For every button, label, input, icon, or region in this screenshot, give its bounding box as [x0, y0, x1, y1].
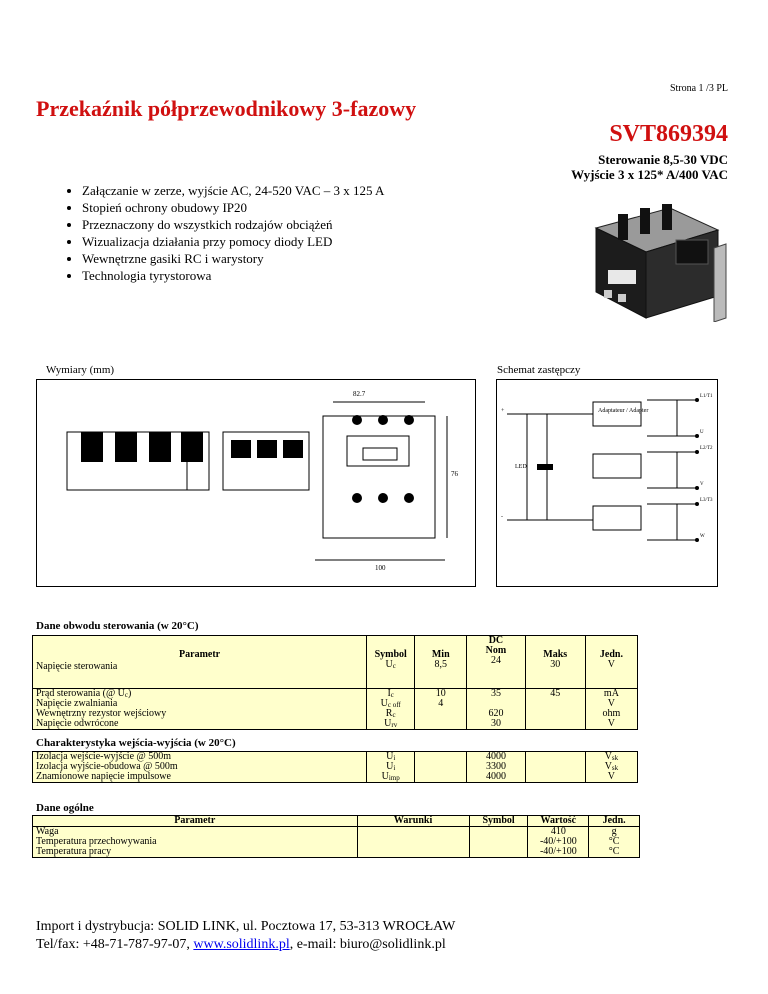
max-cell: 45 — [550, 688, 561, 699]
general-table — [32, 815, 640, 858]
unit-cell: V — [607, 718, 616, 729]
product-subtitle — [571, 152, 728, 182]
footer-contact — [36, 936, 455, 954]
output-spec: Wyjście 3 x 125* A/400 VAC — [571, 167, 728, 182]
terminal-label: W — [700, 534, 705, 539]
feature-item: • Wewnętrzne gasiki RC i warystory — [82, 250, 384, 267]
symbol-cell: $U_i$ — [386, 761, 396, 772]
max-cell-group — [525, 752, 585, 783]
nom-cell: 4000 — [485, 751, 506, 762]
max-column — [525, 636, 585, 689]
param-cell: Napięcie zwalniania — [36, 698, 118, 709]
control-voltage-spec: Sterowanie 8,5-30 VDC — [598, 152, 728, 167]
table-header-row — [33, 636, 638, 689]
footer-address: Import i dystrybucja: SOLID LINK, ul. Pocztowa 17, 53-313 WROCŁAW — [36, 919, 456, 934]
dim-label: 76 — [451, 470, 458, 478]
symbol-cell-group — [469, 827, 528, 858]
param-cell: Temperatura pracy — [36, 846, 112, 857]
symbol-cell: $R_c$ — [385, 708, 396, 719]
value-header: Wartość — [528, 816, 589, 827]
schematic-caption: Schemat zastępczy — [497, 364, 581, 376]
nom-cell: 24 — [490, 655, 501, 666]
nom-header: Nom — [485, 645, 507, 656]
unit-cell: °C — [608, 836, 620, 847]
symbol-cell: $U_i$ — [386, 751, 396, 762]
param-cell: Napięcie odwrócone — [36, 718, 119, 729]
conditions-header: Warunki — [357, 816, 469, 827]
nom-column — [467, 636, 525, 689]
unit-cell: V — [607, 771, 616, 782]
feature-item: • Wizualizacja działania przy pomocy diody LED — [82, 233, 384, 250]
param-cell: Wewnętrzny rezystor wejściowy — [36, 708, 167, 719]
product-code: SVT869394 — [609, 121, 728, 147]
unit-cell: $V_{sk}$ — [604, 751, 619, 762]
value-cell: -40/+100 — [539, 846, 577, 857]
unit-cell: mA — [603, 688, 619, 699]
feature-item: • Przeznaczony do wszystkich rodzajów obciążeń — [82, 216, 384, 233]
terminal-label: L1/T1 — [700, 394, 713, 399]
unit-cell: $V_{sk}$ — [604, 761, 619, 772]
min-header: Min — [431, 649, 450, 660]
symbol-header: Symbol — [374, 649, 407, 660]
unit-cell: g — [611, 826, 617, 837]
min-cell: 4 — [438, 698, 444, 709]
unit-cell-group — [589, 827, 640, 858]
input-minus-label: - — [501, 514, 503, 520]
product-photo — [578, 200, 728, 322]
symbol-column — [367, 636, 415, 689]
value-cell: 410 — [550, 826, 566, 837]
symbol-cell: $I_c$ — [387, 688, 394, 699]
io-section-title: Charakterystyka wejścia-wyjścia (w 20°C) — [36, 737, 236, 749]
param-cell: Izolacja wyjście-obudowa @ 500m — [36, 761, 178, 772]
symbol-cell: $U_{rv}$ — [384, 718, 398, 729]
value-cell: -40/+100 — [539, 836, 577, 847]
unit-cell: ohm — [602, 708, 621, 719]
table-row — [33, 827, 640, 858]
led-label: LED — [515, 464, 527, 470]
website-link[interactable]: www.solidlink.pl — [193, 937, 290, 952]
symbol-cell-group — [367, 689, 415, 730]
footer-email: , e-mail: biuro@solidlink.pl — [289, 937, 446, 952]
page-number: Strona 1 /3 PL — [669, 83, 728, 94]
min-cell: 10 — [435, 688, 446, 699]
param-cell: Znamionowe napięcie impulsowe — [36, 771, 171, 782]
min-cell-group — [415, 752, 467, 783]
param-cell: Waga — [36, 826, 59, 837]
feature-list — [56, 182, 384, 284]
adapter-label: Adaptateur / Adapter — [598, 408, 649, 414]
conditions-cell-group — [357, 827, 469, 858]
unit-column — [585, 636, 637, 689]
table-row — [33, 752, 638, 783]
unit-cell: V — [607, 698, 616, 709]
param-header: Parametr — [33, 816, 358, 827]
min-column — [415, 636, 467, 689]
nom-cell: 4000 — [485, 771, 506, 782]
unit-cell-group — [585, 752, 637, 783]
unit-header: Jedn. — [589, 816, 640, 827]
param-cell: Prąd sterowania (@ $U_c$) — [36, 688, 132, 699]
param-cell-group — [33, 827, 358, 858]
symbol-cell: $U_c$ — [385, 659, 396, 670]
dc-header: DC — [488, 635, 504, 646]
value-cell-group — [528, 827, 589, 858]
terminal-label: V — [700, 482, 704, 487]
param-column — [33, 636, 367, 689]
table-row — [33, 689, 638, 730]
param-cell: Napięcie sterowania — [36, 661, 118, 672]
min-cell-group — [415, 689, 467, 730]
nom-cell-group — [467, 689, 525, 730]
footer-phone: Tel/fax: +48-71-787-97-07, — [36, 937, 194, 952]
feature-item: • Technologia tyrystorowa — [82, 267, 384, 284]
param-cell: Temperatura przechowywania — [36, 836, 157, 847]
feature-item: • Załączanie w zerze, wyjście AC, 24-520 VAC – 3 x 125 A — [82, 182, 384, 199]
unit-cell: V — [607, 659, 616, 670]
general-section-title: Dane ogólne — [36, 802, 94, 814]
nom-cell: 30 — [490, 718, 501, 729]
terminal-label: L3/T3 — [700, 498, 713, 503]
nom-cell: 35 — [490, 688, 501, 699]
control-table — [32, 635, 638, 730]
nom-cell-group — [467, 752, 525, 783]
max-cell: 30 — [550, 659, 561, 670]
terminal-label: L2/T2 — [700, 446, 713, 451]
dimensions-caption: Wymiary (mm) — [46, 364, 115, 376]
feature-item: • Stopień ochrony obudowy IP20 — [82, 199, 384, 216]
table-header-row — [33, 816, 640, 827]
max-header: Maks — [543, 649, 568, 660]
unit-cell-group — [585, 689, 637, 730]
control-section-title: Dane obwodu sterowania (w 20°C) — [36, 620, 199, 632]
unit-header: Jedn. — [599, 649, 623, 660]
unit-cell: °C — [608, 846, 620, 857]
dimensions-drawing — [36, 379, 476, 587]
param-cell: Izolacja wejście-wyjście @ 500m — [36, 751, 171, 762]
document-title: Przekaźnik półprzewodnikowy 3-fazowy — [36, 96, 417, 121]
schematic-diagram — [496, 379, 718, 587]
io-table — [32, 751, 638, 783]
param-cell-group — [33, 752, 367, 783]
input-plus-label: + — [501, 408, 505, 414]
footer — [36, 918, 455, 954]
param-header: Parametr — [179, 649, 221, 660]
param-cell-group — [33, 689, 367, 730]
nom-cell: 3300 — [485, 761, 506, 772]
symbol-cell-group — [367, 752, 415, 783]
symbol-cell: $U_{imp}$ — [381, 771, 400, 782]
dim-label: 100 — [375, 564, 386, 572]
nom-cell: 620 — [488, 708, 504, 719]
max-cell-group — [525, 689, 585, 730]
dim-label: 82.7 — [353, 390, 366, 398]
symbol-cell: $U_{c off}$ — [380, 698, 401, 709]
symbol-header: Symbol — [469, 816, 528, 827]
min-cell: 8,5 — [434, 659, 447, 670]
terminal-label: U — [700, 430, 704, 435]
